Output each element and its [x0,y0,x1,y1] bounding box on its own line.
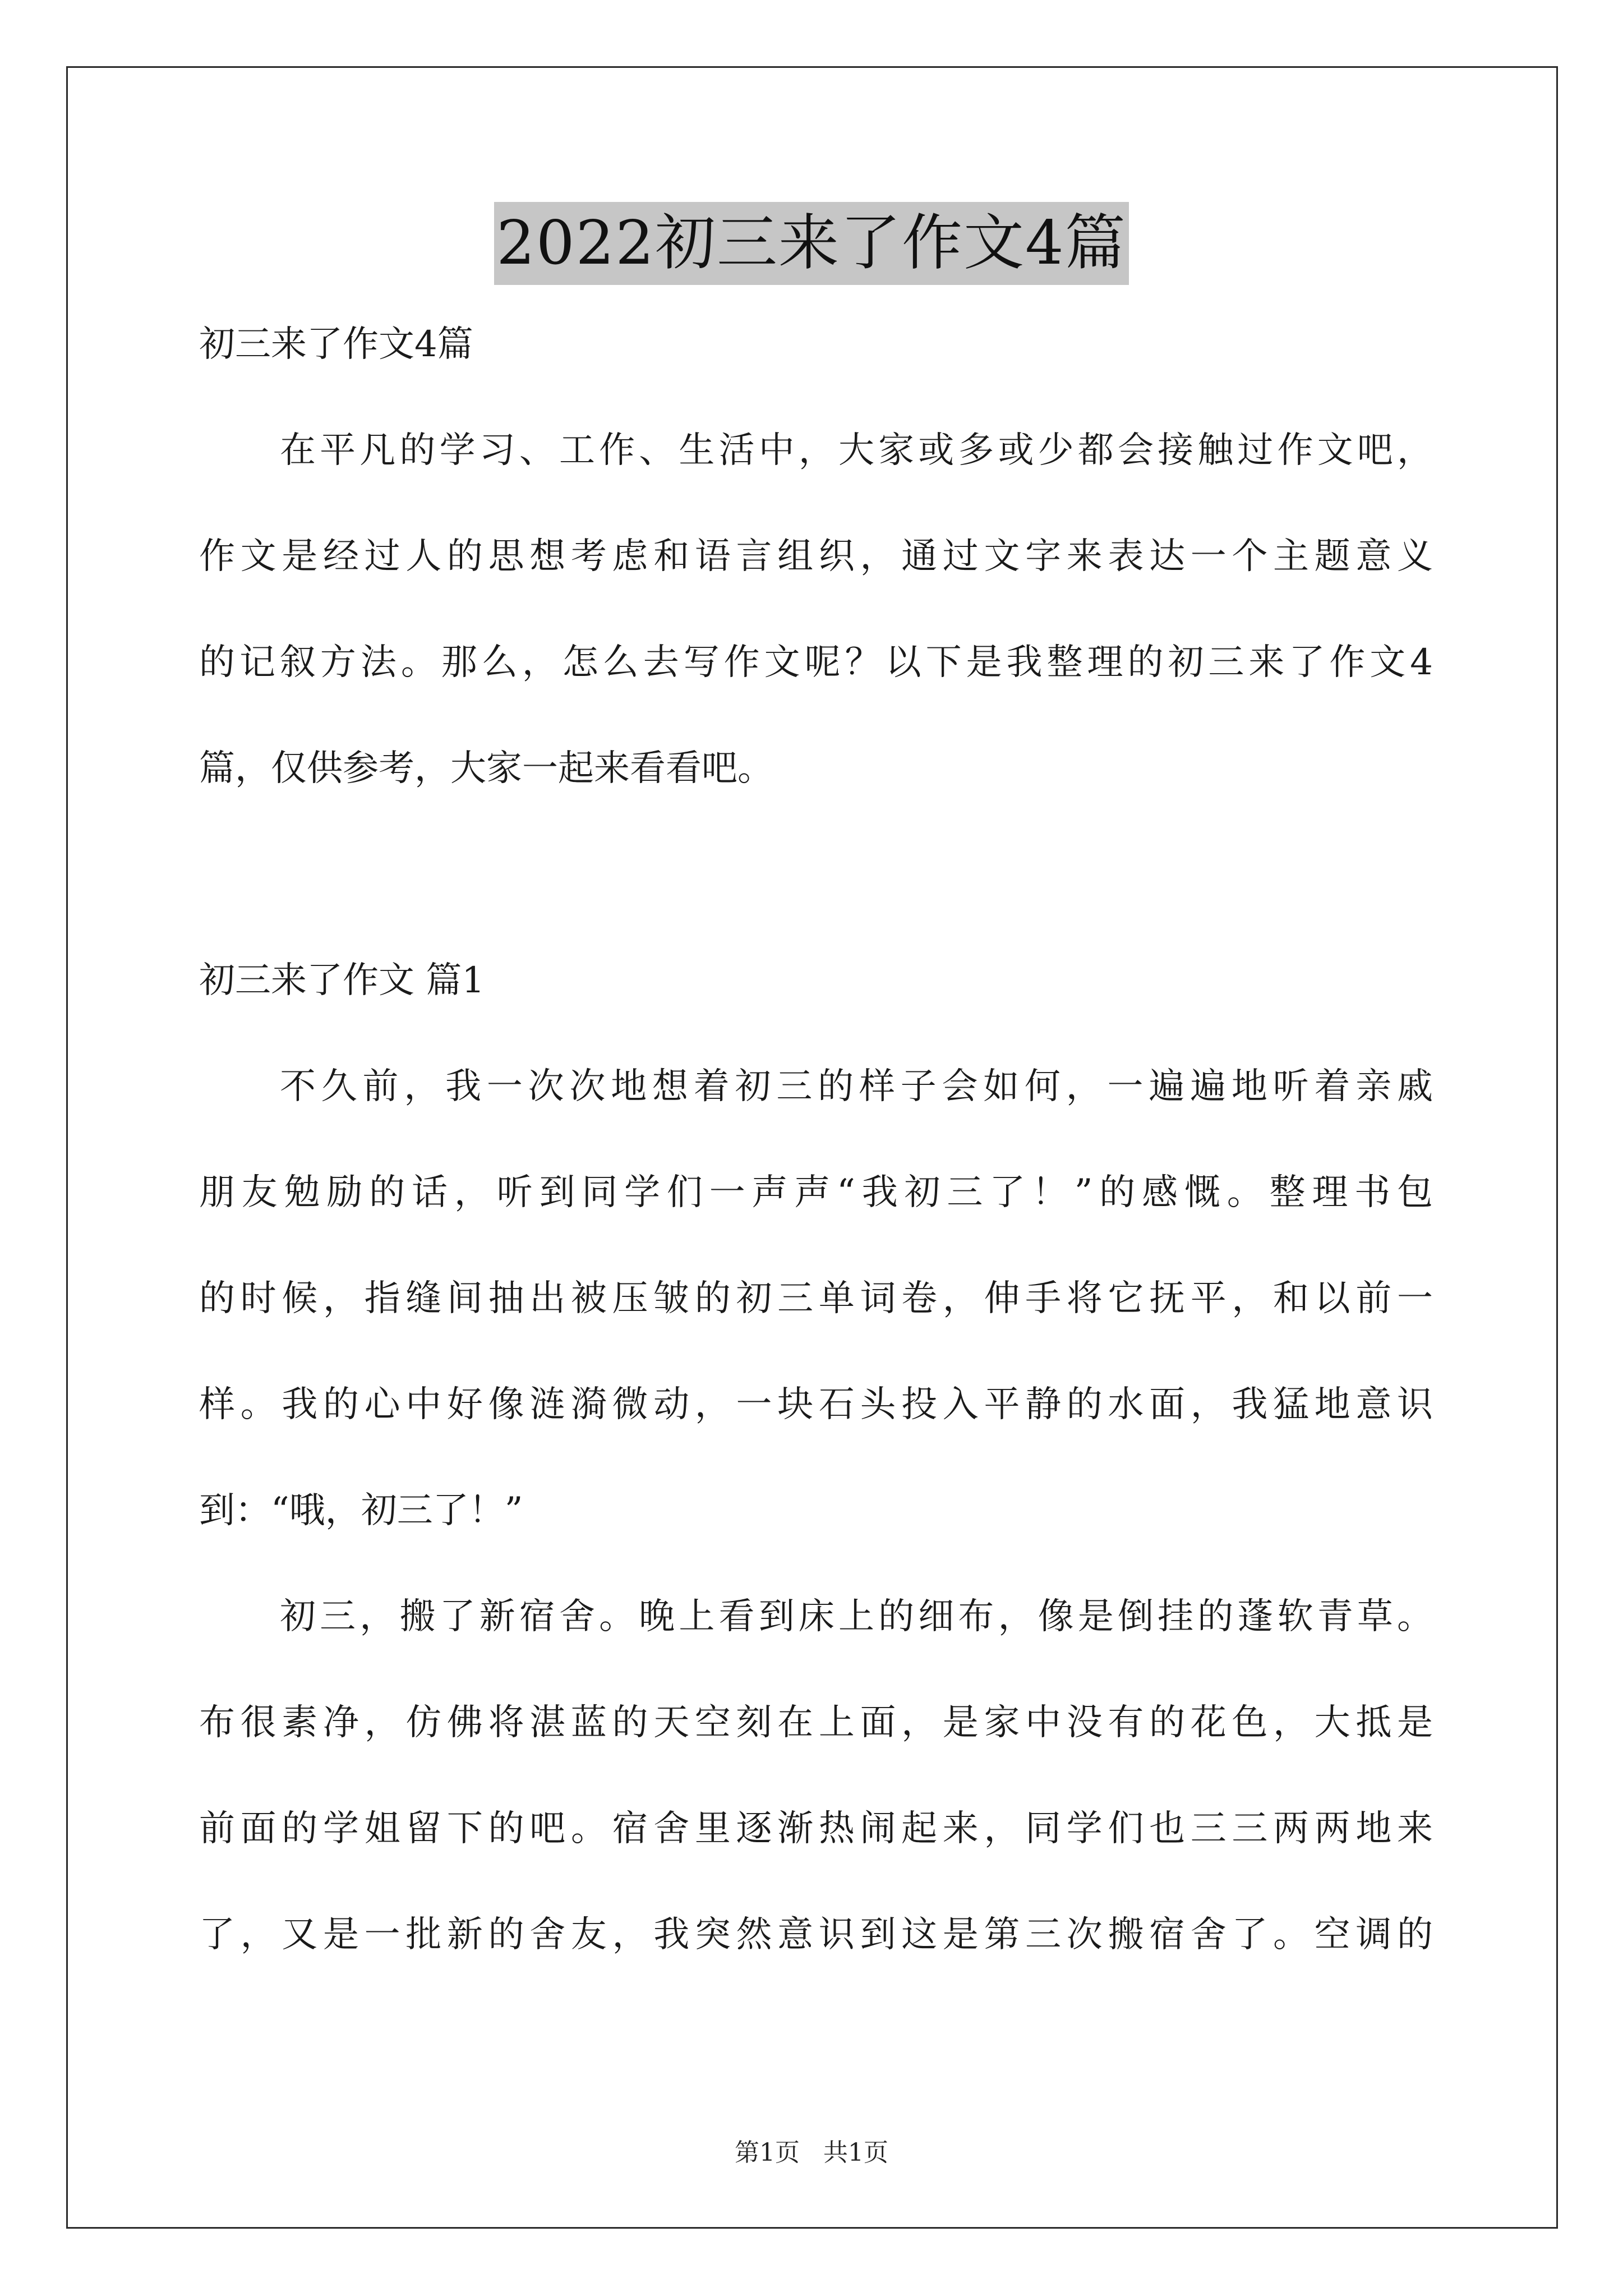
paragraph-line: 样。我的心中好像涟漪微动，一块石头投入平静的水面，我猛地意识 [199,1384,1433,1425]
section-heading: 初三来了作文 篇1 [199,960,485,1001]
title-area [0,202,1623,285]
page-footer [0,2136,1623,2170]
paragraph-line: 前面的学姐留下的吧。宿舍里逐渐热闹起来，同学们也三三两两地来 [199,1808,1433,1849]
document-title: 2022初三来了作文4篇 [494,202,1129,285]
intro-line: 篇，仅供参考，大家一起来看看吧。 [199,748,773,789]
document-body [199,317,1433,2013]
paragraph-line: 不久前，我一次次地想着初三的样子会如何，一遍遍地听着亲戚 [280,1066,1433,1107]
spacer [199,796,1433,953]
intro-line: 的记叙方法。那么，怎么去写作文呢？以下是我整理的初三来了作文4 [199,642,1433,683]
paragraph-line: 的时候，指缝间抽出被压皱的初三单词卷，伸手将它抚平，和以前一 [199,1278,1433,1319]
document-subtitle: 初三来了作文4篇 [199,324,473,365]
page-total: 共1页 [823,2138,888,2167]
page-number: 第1页 [735,2138,800,2167]
paragraph-line: 了，又是一批新的舍友，我突然意识到这是第三次搬宿舍了。空调的 [199,1914,1433,1955]
paragraph-line: 到：“哦，初三了！” [199,1490,523,1531]
intro-line: 作文是经过人的思想考虑和语言组织，通过文字来表达一个主题意义 [199,536,1433,577]
spacer [199,1008,1433,1059]
paragraph-line: 布很素净，仿佛将湛蓝的天空刻在上面，是家中没有的花色，大抵是 [199,1702,1433,1743]
intro-line: 在平凡的学习、工作、生活中，大家或多或少都会接触过作文吧， [280,430,1433,471]
paragraph-line: 朋友勉励的话，听到同学们一声声“我初三了！”的感慨。整理书包 [199,1172,1433,1213]
paragraph-line: 初三，搬了新宿舍。晚上看到床上的细布，像是倒挂的蓬软青草。 [280,1596,1433,1637]
spacer [199,372,1433,423]
